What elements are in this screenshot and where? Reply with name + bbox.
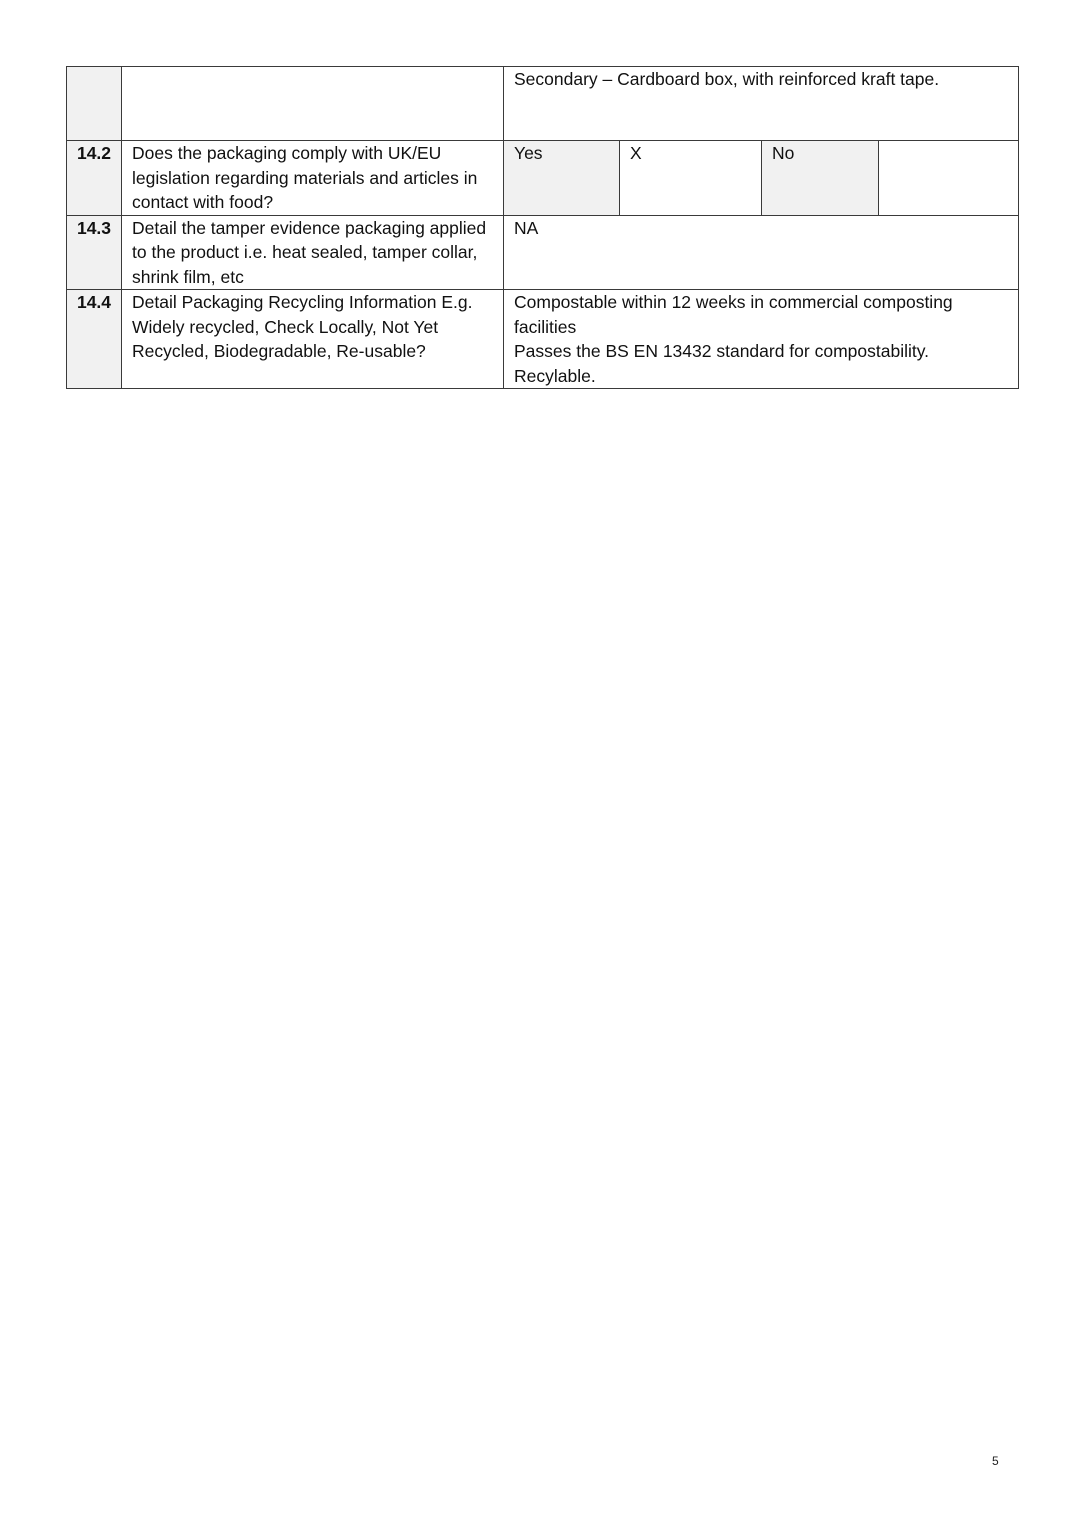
no-label: No (762, 141, 879, 216)
question-cell (122, 67, 504, 141)
table-row (67, 67, 1019, 141)
answer-cell: Compostable within 12 weeks in commercial composting facilities Passes the BS EN 13432 standard for compostability. Recylable. (504, 290, 1019, 389)
answer-cell: Secondary – Cardboard box, with reinforced kraft tape. (504, 67, 1019, 141)
row-number (67, 67, 122, 141)
table-row (67, 215, 1019, 290)
table-row (67, 141, 1019, 216)
question-cell: Detail the tamper evidence packaging applied to the product i.e. heat sealed, tamper collar, shrink film, etc (122, 215, 504, 290)
no-value (879, 141, 1019, 216)
row-number: 14.2 (67, 141, 122, 216)
row-number: 14.4 (67, 290, 122, 389)
answer-cell: NA (504, 215, 1019, 290)
question-cell: Does the packaging comply with UK/EU legislation regarding materials and articles in contact with food? (122, 141, 504, 216)
page-number: 5 (992, 1454, 999, 1468)
table-row (67, 290, 1019, 389)
yes-label: Yes (504, 141, 620, 216)
question-cell: Detail Packaging Recycling Information E.g. Widely recycled, Check Locally, Not Yet Recycled, Biodegradable, Re-usable? (122, 290, 504, 389)
row-number: 14.3 (67, 215, 122, 290)
yes-value: X (620, 141, 762, 216)
packaging-spec-table (66, 66, 1019, 389)
